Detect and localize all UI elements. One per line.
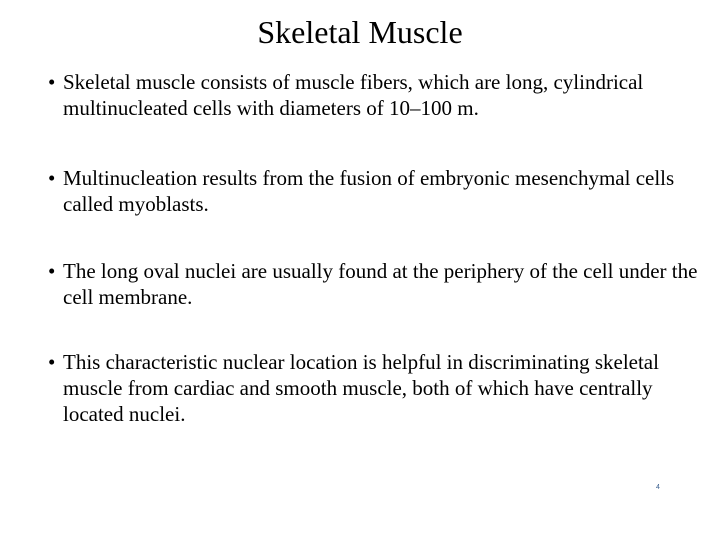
- bullet-text: This characteristic nuclear location is helpful in discriminating skeletal muscle from cardiac and smooth muscle, both of which have centrally located nuclei.: [63, 350, 659, 426]
- bullet-marker: •: [48, 350, 56, 374]
- bullet-item: [48, 165, 703, 217]
- slide-title: Skeletal Muscle: [257, 14, 463, 50]
- bullet-marker: •: [48, 70, 56, 94]
- bullet-marker: •: [48, 259, 56, 283]
- bullet-item: [48, 258, 703, 310]
- bullet-item: [48, 349, 703, 427]
- bullet-item: [48, 69, 703, 121]
- bullet-text: The long oval nuclei are usually found at the periphery of the cell under the cell membrane.: [63, 259, 698, 309]
- page-number: 4: [656, 484, 660, 491]
- bullet-text: Skeletal muscle consists of muscle fibers, which are long, cylindrical multinucleated cells with diameters of 10–100 m.: [63, 70, 644, 120]
- bullet-text: Multinucleation results from the fusion of embryonic mesenchymal cells called myoblasts.: [63, 166, 675, 216]
- bullet-marker: •: [48, 166, 56, 190]
